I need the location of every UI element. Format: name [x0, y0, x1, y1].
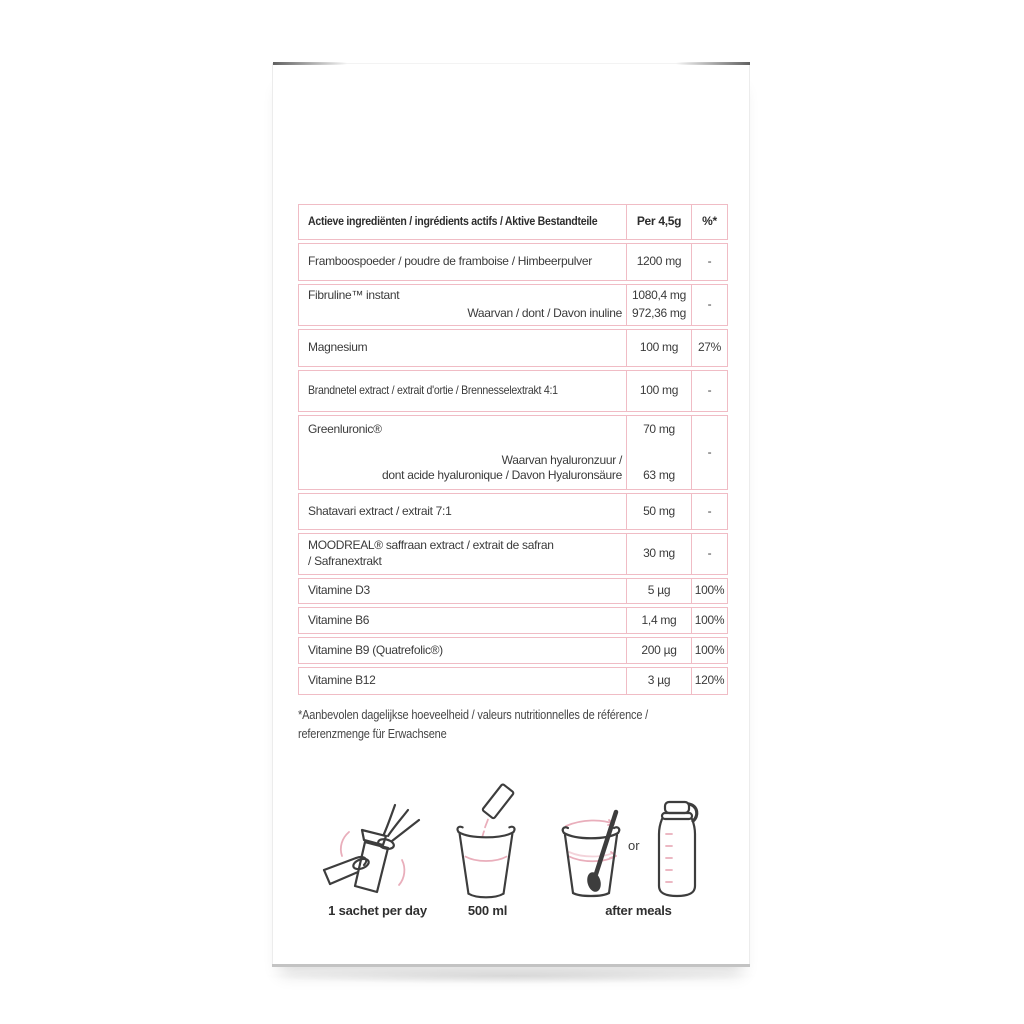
ingredient-name: MOODREAL® saffraan extract / extrait de safran / Safranextrakt — [308, 538, 554, 568]
table-row — [298, 667, 728, 695]
ingredient-name: Magnesium — [308, 340, 368, 355]
usage-label-volume: 500 ml — [467, 903, 508, 918]
ingredient-amount: 1,4 mg — [641, 612, 677, 627]
usage-label-sachet: 1 sachet per day — [328, 903, 427, 918]
ingredient-amount: 100 mg — [639, 340, 679, 355]
header-amount-cell — [626, 205, 691, 239]
or-connector: or — [628, 838, 640, 853]
table-row — [298, 284, 728, 326]
ingredient-amount: 5 µg — [647, 583, 671, 598]
shaker-bottle-icon — [652, 800, 704, 898]
ingredient-percent: - — [707, 546, 712, 561]
ingredient-percent: 100% — [694, 583, 725, 598]
ingredient-name: Vitamine B12 — [308, 673, 376, 688]
ingredient-amount: 1200 mg — [636, 254, 682, 269]
stir-glass-icon — [560, 800, 628, 900]
ingredient-percent: - — [707, 503, 712, 518]
table-row — [298, 243, 728, 281]
header-percent-cell — [691, 205, 727, 239]
ingredient-name: Shatavari extract / extrait 7:1 — [308, 503, 452, 518]
ingredient-percent: 120% — [694, 673, 725, 688]
pour-into-glass-icon — [447, 782, 525, 900]
ingredient-name: Greenluronic® — [308, 422, 382, 436]
table-row — [298, 637, 728, 664]
usage-label-after-meals: after meals — [605, 903, 672, 918]
ingredient-name: Framboospoeder / poudre de framboise / Himbeerpulver — [308, 254, 592, 269]
table-row — [298, 415, 728, 490]
ingredient-amount: 1080,4 mg — [631, 288, 686, 302]
ingredient-percent: 100% — [694, 612, 725, 627]
footnote-line: referenzmenge für Erwachsene — [298, 727, 447, 741]
header-ingredient-cell — [299, 205, 626, 239]
ingredient-subname: Waarvan / dont / Davon inuline — [467, 306, 622, 321]
box-flap-shadow-right — [676, 62, 750, 65]
ingredient-percent: - — [707, 297, 712, 312]
table-row — [298, 329, 728, 367]
table-row — [298, 578, 728, 604]
footnote-line: *Aanbevolen dagelijkse hoeveelheid / valeurs nutritionnelles de référence / — [298, 708, 649, 722]
ingredient-name: Vitamine D3 — [308, 583, 370, 598]
table-row — [298, 607, 728, 634]
ingredient-subname: Waarvan hyaluronzuur / dont acide hyaluronique / Davon Hyaluronsäure — [382, 452, 622, 483]
ingredient-percent: 100% — [694, 642, 725, 657]
ingredient-name: Vitamine B6 — [308, 612, 370, 627]
header-ingredient-label: Actieve ingrediënten / ingrédients actifs / Aktive Bestandteile — [308, 214, 598, 229]
ingredient-name: Vitamine B9 (Quatrefolic®) — [308, 642, 443, 657]
ingredient-subamount: 63 mg — [643, 468, 675, 483]
header-percent-label: %* — [702, 214, 717, 229]
box-flap-shadow-left — [273, 62, 347, 65]
table-header-row — [298, 204, 728, 240]
ingredient-amount: 3 µg — [647, 673, 671, 688]
reference-footnote — [298, 706, 648, 744]
ingredient-percent: - — [707, 444, 712, 459]
table-row — [298, 533, 728, 575]
tear-sachet-icon — [320, 800, 435, 900]
ingredient-percent: - — [707, 383, 712, 398]
ingredient-amount: 70 mg — [643, 422, 675, 436]
ingredient-subamount: 972,36 mg — [631, 306, 686, 321]
ingredient-amount: 30 mg — [643, 546, 675, 561]
ingredient-percent: 27% — [697, 340, 722, 355]
header-amount-label: Per 4,5g — [636, 214, 682, 229]
ingredient-amount: 200 µg — [641, 642, 677, 657]
table-row — [298, 493, 728, 530]
ingredient-amount: 50 mg — [643, 503, 675, 518]
ingredient-amount: 100 mg — [639, 383, 679, 398]
table-row — [298, 370, 728, 412]
ingredients-table — [298, 204, 728, 698]
box-ground-shadow — [266, 968, 756, 984]
ingredient-name: Fibruline™ instant — [308, 288, 400, 302]
ingredient-name: Brandnetel extract / extrait d'ortie / Brennesselextrakt 4:1 — [308, 383, 558, 398]
ingredient-percent: - — [707, 254, 712, 269]
